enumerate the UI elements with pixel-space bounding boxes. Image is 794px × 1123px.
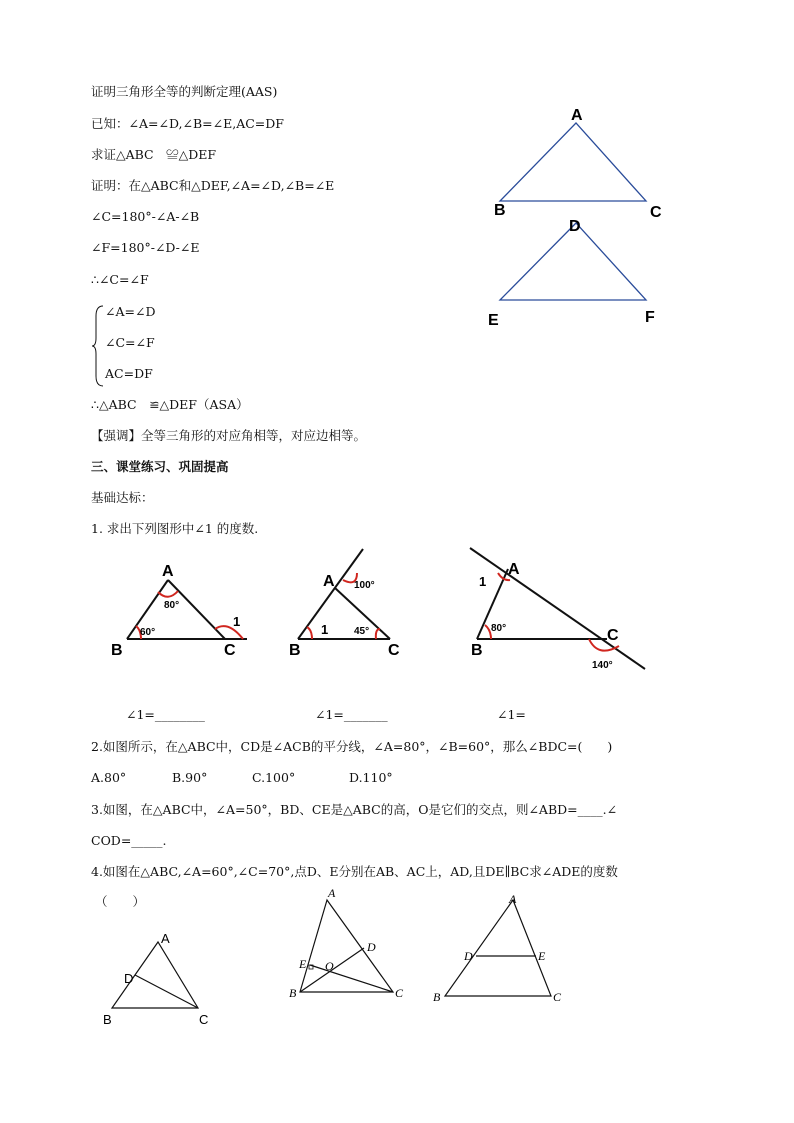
f1-label-a: A [162, 563, 174, 580]
f3-angle-80: 80° [491, 623, 507, 634]
fa-label-a: A [161, 931, 170, 946]
fb-label-c: C [395, 986, 404, 1000]
f3-label-a: A [508, 561, 520, 578]
question-2: 2.如图所示，在△ABC中，CD是∠ACB的平分线，∠A=80°，∠B=60°，那么∠BDC=( ) [91, 739, 613, 754]
fc-label-c: C [553, 990, 562, 1004]
option-b: B.90° [172, 770, 208, 785]
label-f: F [645, 309, 655, 326]
f1-angle-60: 60° [140, 627, 156, 638]
f2-label-b: B [289, 642, 301, 659]
fb-label-e: E [299, 957, 307, 971]
question-3-line-1: 3.如图，在△ABC中，∠A=50°，BD、CE是△ABC的高，O是它们的交点，则∠ABD=____.∠ [91, 802, 618, 817]
fb-label-b: B [289, 986, 297, 1000]
section-heading: 三、课堂练习、巩固提高 [91, 459, 229, 474]
brace-item-1: ∠A=∠D [105, 304, 156, 319]
question-4-paren: （ ） [95, 894, 146, 909]
f1-angle-80: 80° [164, 600, 180, 611]
proof-title: 证明三角形全等的判断定理(AAS) [91, 84, 278, 99]
label-a: A [571, 107, 583, 124]
f1-label-b: B [111, 642, 123, 659]
bottom-figure-1 [95, 920, 225, 1035]
question-1: 1. 求出下列图形中∠1 的度数. [91, 521, 259, 536]
f3-angle-1: 1 [479, 574, 487, 589]
bottom-figure-3 [425, 885, 575, 1010]
f3-label-b: B [471, 642, 483, 659]
label-d: D [569, 218, 581, 235]
question-4: 4.如图在△ABC,∠A=60°,∠C=70°,点D、E分别在AB、AC上，AD,且DE∥BC求∠ADE的度数 [91, 864, 618, 879]
f2-angle-45: 45° [354, 626, 370, 637]
option-d: D.110° [349, 770, 393, 785]
fc-label-a: A [509, 892, 517, 906]
proof-conclusion: ∴△ABC ≌△DEF（ASA） [91, 397, 249, 412]
proof-step-2: ∠F=180°-∠D-∠E [91, 240, 200, 255]
option-a: A.80° [91, 770, 127, 785]
fc-label-b: B [433, 990, 441, 1004]
f2-angle-100: 100° [354, 580, 375, 591]
proof-step-3: ∴∠C=∠F [91, 272, 149, 287]
option-c: C.100° [252, 770, 296, 785]
answer-3: ∠1= [497, 707, 526, 722]
label-b: B [494, 202, 506, 219]
section-subheading: 基础达标： [91, 490, 154, 505]
f3-label-c: C [607, 627, 619, 644]
fb-label-o: O [325, 959, 334, 973]
brace-icon [91, 304, 105, 388]
label-e: E [488, 312, 499, 329]
fa-label-b: B [103, 1012, 112, 1027]
emphasis-line: 【强调】全等三角形的对应角相等，对应边相等。 [91, 428, 367, 443]
f2-angle-1: 1 [321, 622, 329, 637]
answer-2: ∠1=_______ [315, 707, 388, 722]
fb-label-d: D [367, 940, 376, 954]
fc-label-e: E [538, 949, 546, 963]
fb-label-a: A [328, 886, 336, 900]
f3-angle-140: 140° [592, 660, 613, 671]
triangle-abc [500, 123, 646, 201]
fa-label-d: D [124, 971, 134, 986]
q1-figure-1 [105, 560, 255, 660]
question-3-line-2: COD=_____. [91, 833, 167, 848]
answer-1: ∠1=________ [126, 707, 205, 722]
brace-item-3: AC=DF [105, 366, 153, 381]
fa-label-c: C [199, 1012, 209, 1027]
given-line: 已知：∠A=∠D,∠B=∠E,AC=DF [91, 116, 284, 131]
proof-step-1: ∠C=180°-∠A-∠B [91, 209, 200, 224]
brace-item-2: ∠C=∠F [105, 335, 155, 350]
congruent-triangles-figure [480, 100, 680, 335]
q1-figure-2 [285, 545, 410, 660]
f2-label-c: C [388, 642, 400, 659]
to-prove-line: 求证△ABC ≌△DEF [91, 147, 217, 162]
f1-angle-1: 1 [233, 614, 241, 629]
q1-figure-3 [465, 545, 655, 675]
bottom-figure-2 [285, 885, 410, 1005]
label-c: C [650, 204, 662, 221]
f2-label-a: A [323, 573, 335, 590]
proof-intro: 证明：在△ABC和△DEF,∠A=∠D,∠B=∠E [91, 178, 335, 193]
fc-label-d: D [464, 949, 473, 963]
f1-label-c: C [224, 642, 236, 659]
